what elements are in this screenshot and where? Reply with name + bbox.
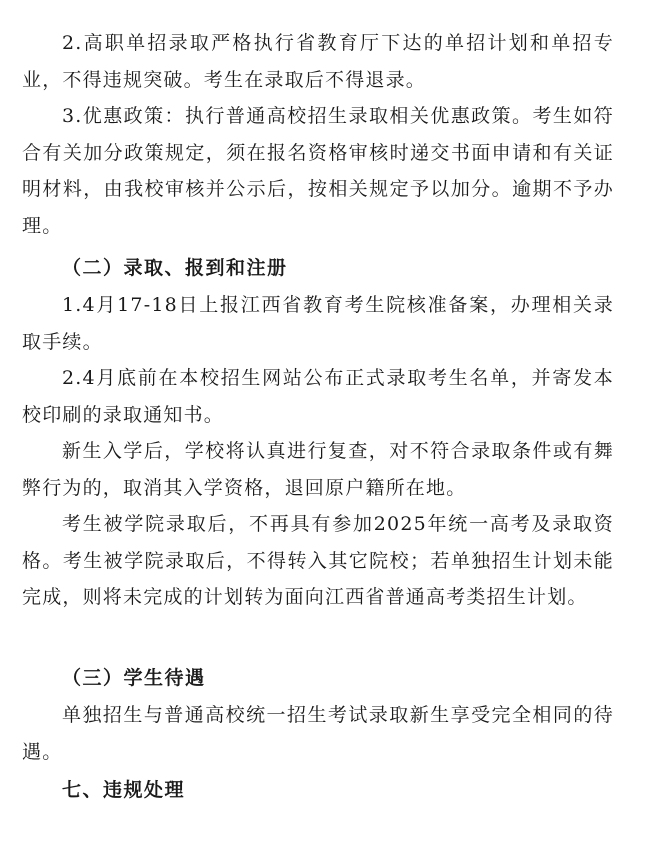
paragraph-gaokao-eligibility: 考生被学院录取后，不再具有参加2025年统一高考及录取资格。考生被学院录取后，不得转入其它院校；若单独招生计划未能完成，则将未完成的计划转为面向江西省普通高考类招生计划。 [22,513,614,608]
paragraph-admission-quota: 2.高职单招录取严格执行省教育厅下达的单招计划和单招专业，不得违规突破。考生在录取后不得退录。 [22,32,614,91]
paragraph-report-filing: 1.4月17-18日上报江西省教育考生院核准备案，办理相关录取手续。 [22,294,614,353]
paragraph-preferential-policy: 3.优惠政策：执行普通高校招生录取相关优惠政策。考生如符合有关加分政策规定，须在报名资格审核时递交书面申请和有关证明材料，由我校审核并公示后，按相关规定予以加分。逾期不予办理。 [22,105,614,237]
paragraph-review: 新生入学后，学校将认真进行复查，对不符合录取条件或有舞弊行为的，取消其入学资格，退回原户籍所在地。 [22,440,614,499]
paragraph-publish-list: 2.4月底前在本校招生网站公布正式录取考生名单，并寄发本校印刷的录取通知书。 [22,367,614,426]
paragraph-treatment: 单独招生与普通高校统一招生考试录取新生享受完全相同的待遇。 [22,704,614,763]
section-heading-admission-registration: （二）录取、报到和注册 [62,257,288,279]
section-heading-student-treatment: （三）学生待遇 [62,667,206,689]
section-heading-violations: 七、违规处理 [62,779,186,801]
